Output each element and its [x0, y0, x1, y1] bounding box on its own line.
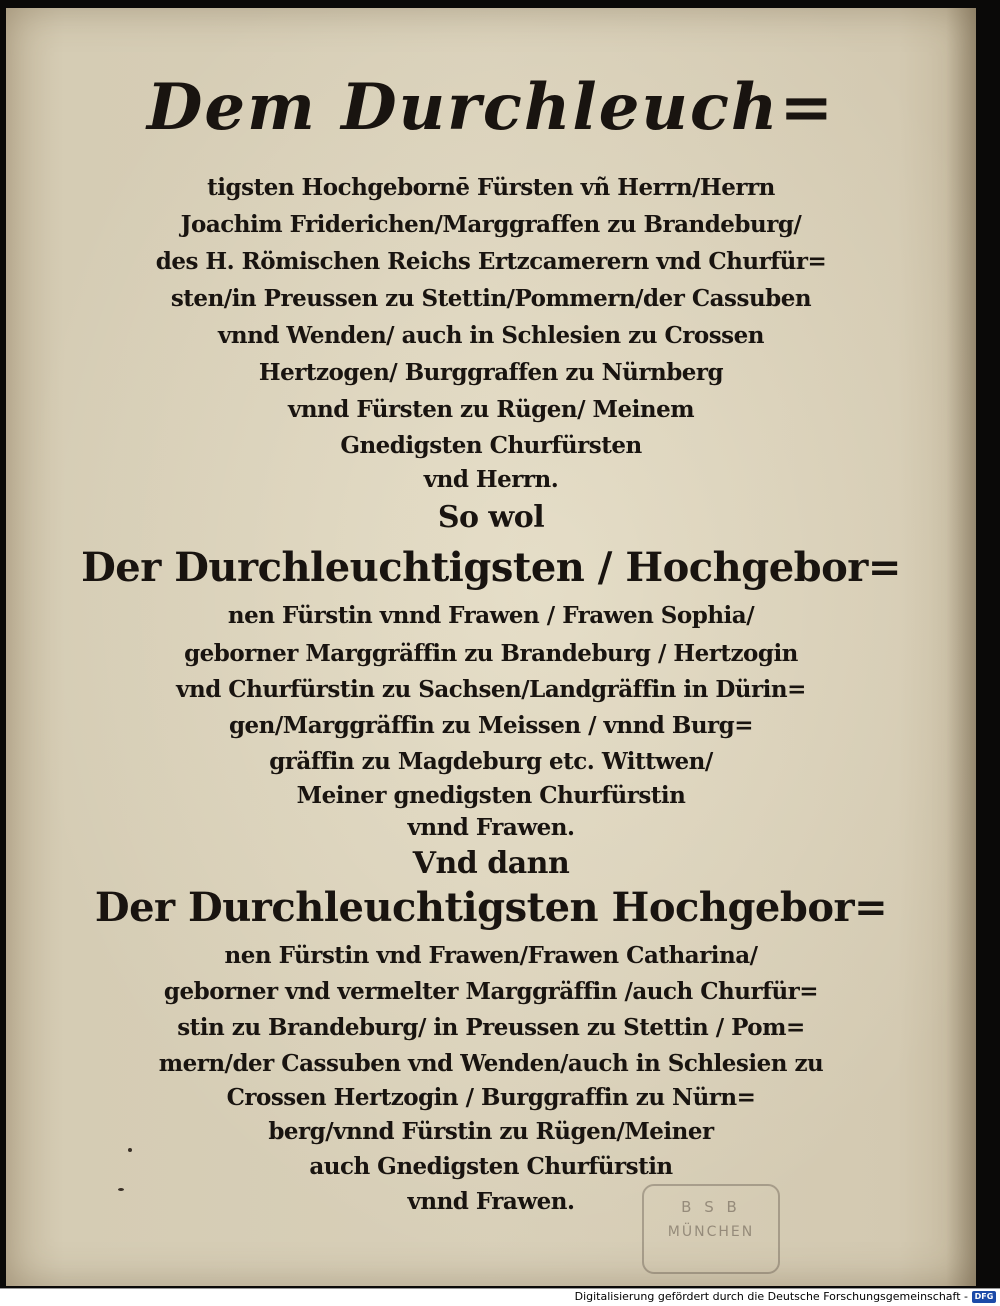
- text-line-5: sten/in Preussen zu Stettin/Pommern/der Cassuben: [170, 285, 812, 312]
- text-line-16: gen/Marggräffin zu Meissen / vnnd Burg=: [228, 712, 754, 739]
- library-stamp: [642, 1184, 780, 1274]
- text-line-7: Hertzogen/ Burggraffen zu Nürnberg: [258, 359, 724, 386]
- ink-speck: [128, 1148, 132, 1152]
- text-line-25: mern/der Cassuben vnd Wenden/auch in Schlesien zu: [158, 1050, 824, 1077]
- footer-bar: [0, 1288, 1000, 1306]
- text-line-18: Meiner gnedigsten Churfürstin: [296, 782, 686, 809]
- stamp-line-2: MÜNCHEN: [667, 1224, 755, 1240]
- text-line-14: geborner Marggräffin zu Brandeburg / Hertzogin: [184, 640, 798, 667]
- text-line-23: geborner vnd vermelter Marggräffin /auch Churfür=: [163, 978, 819, 1005]
- text-line-8: vnnd Fürsten zu Rügen/ Meinem: [287, 396, 695, 423]
- text-line-4: des H. Römischen Reichs Ertzcamerern vnd Churfür=: [155, 248, 827, 275]
- heading-vnd-dann: Vnd dann: [412, 846, 570, 881]
- text-line-24: stin zu Brandeburg/ in Preussen zu Stettin / Pom=: [177, 1014, 805, 1041]
- text-line-26: Crossen Hertzogin / Burggraffin zu Nürn=: [226, 1084, 756, 1111]
- heading-line-3: Der Durchleuchtigsten Hochgebor=: [94, 884, 888, 931]
- heading-so-wol: So wol: [437, 500, 545, 535]
- book-page: [6, 8, 976, 1286]
- text-line-28: auch Gnedigsten Churfürstin: [309, 1153, 673, 1180]
- stamp-line-1: B S B: [681, 1198, 741, 1216]
- dfg-logo: DFG: [972, 1291, 996, 1303]
- text-line-22: nen Fürstin vnd Frawen/Frawen Catharina/: [224, 942, 758, 969]
- text-line-17: gräffin zu Magdeburg etc. Wittwen/: [269, 748, 713, 775]
- text-line-27: berg/vnnd Fürstin zu Rügen/Meiner: [268, 1118, 714, 1145]
- title-line-1: Dem Durchleuch=: [146, 70, 836, 145]
- text-line-15: vnd Churfürstin zu Sachsen/Landgräffin in Dürin=: [176, 676, 806, 703]
- text-line-13: nen Fürstin vnnd Frawen / Frawen Sophia/: [227, 602, 755, 629]
- text-line-3: Joachim Friderichen/Marggraffen zu Brandeburg/: [180, 211, 802, 238]
- text-line-29: vnnd Frawen.: [407, 1188, 575, 1215]
- ink-speck: [118, 1188, 124, 1191]
- footer-credit: Digitalisierung gefördert durch die Deutsche Forschungsgemeinschaft -: [574, 1290, 968, 1303]
- text-line-9: Gnedigsten Churfürsten: [340, 432, 642, 459]
- text-line-10: vnd Herrn.: [423, 466, 559, 493]
- text-line-19: vnnd Frawen.: [407, 814, 575, 841]
- heading-line-2: Der Durchleuchtigsten / Hochgebor=: [81, 544, 901, 591]
- text-line-6: vnnd Wenden/ auch in Schlesien zu Crossen: [218, 322, 764, 349]
- text-line-2: tigsten Hochgebornē Fürsten vñ Herrn/Herrn: [207, 174, 775, 201]
